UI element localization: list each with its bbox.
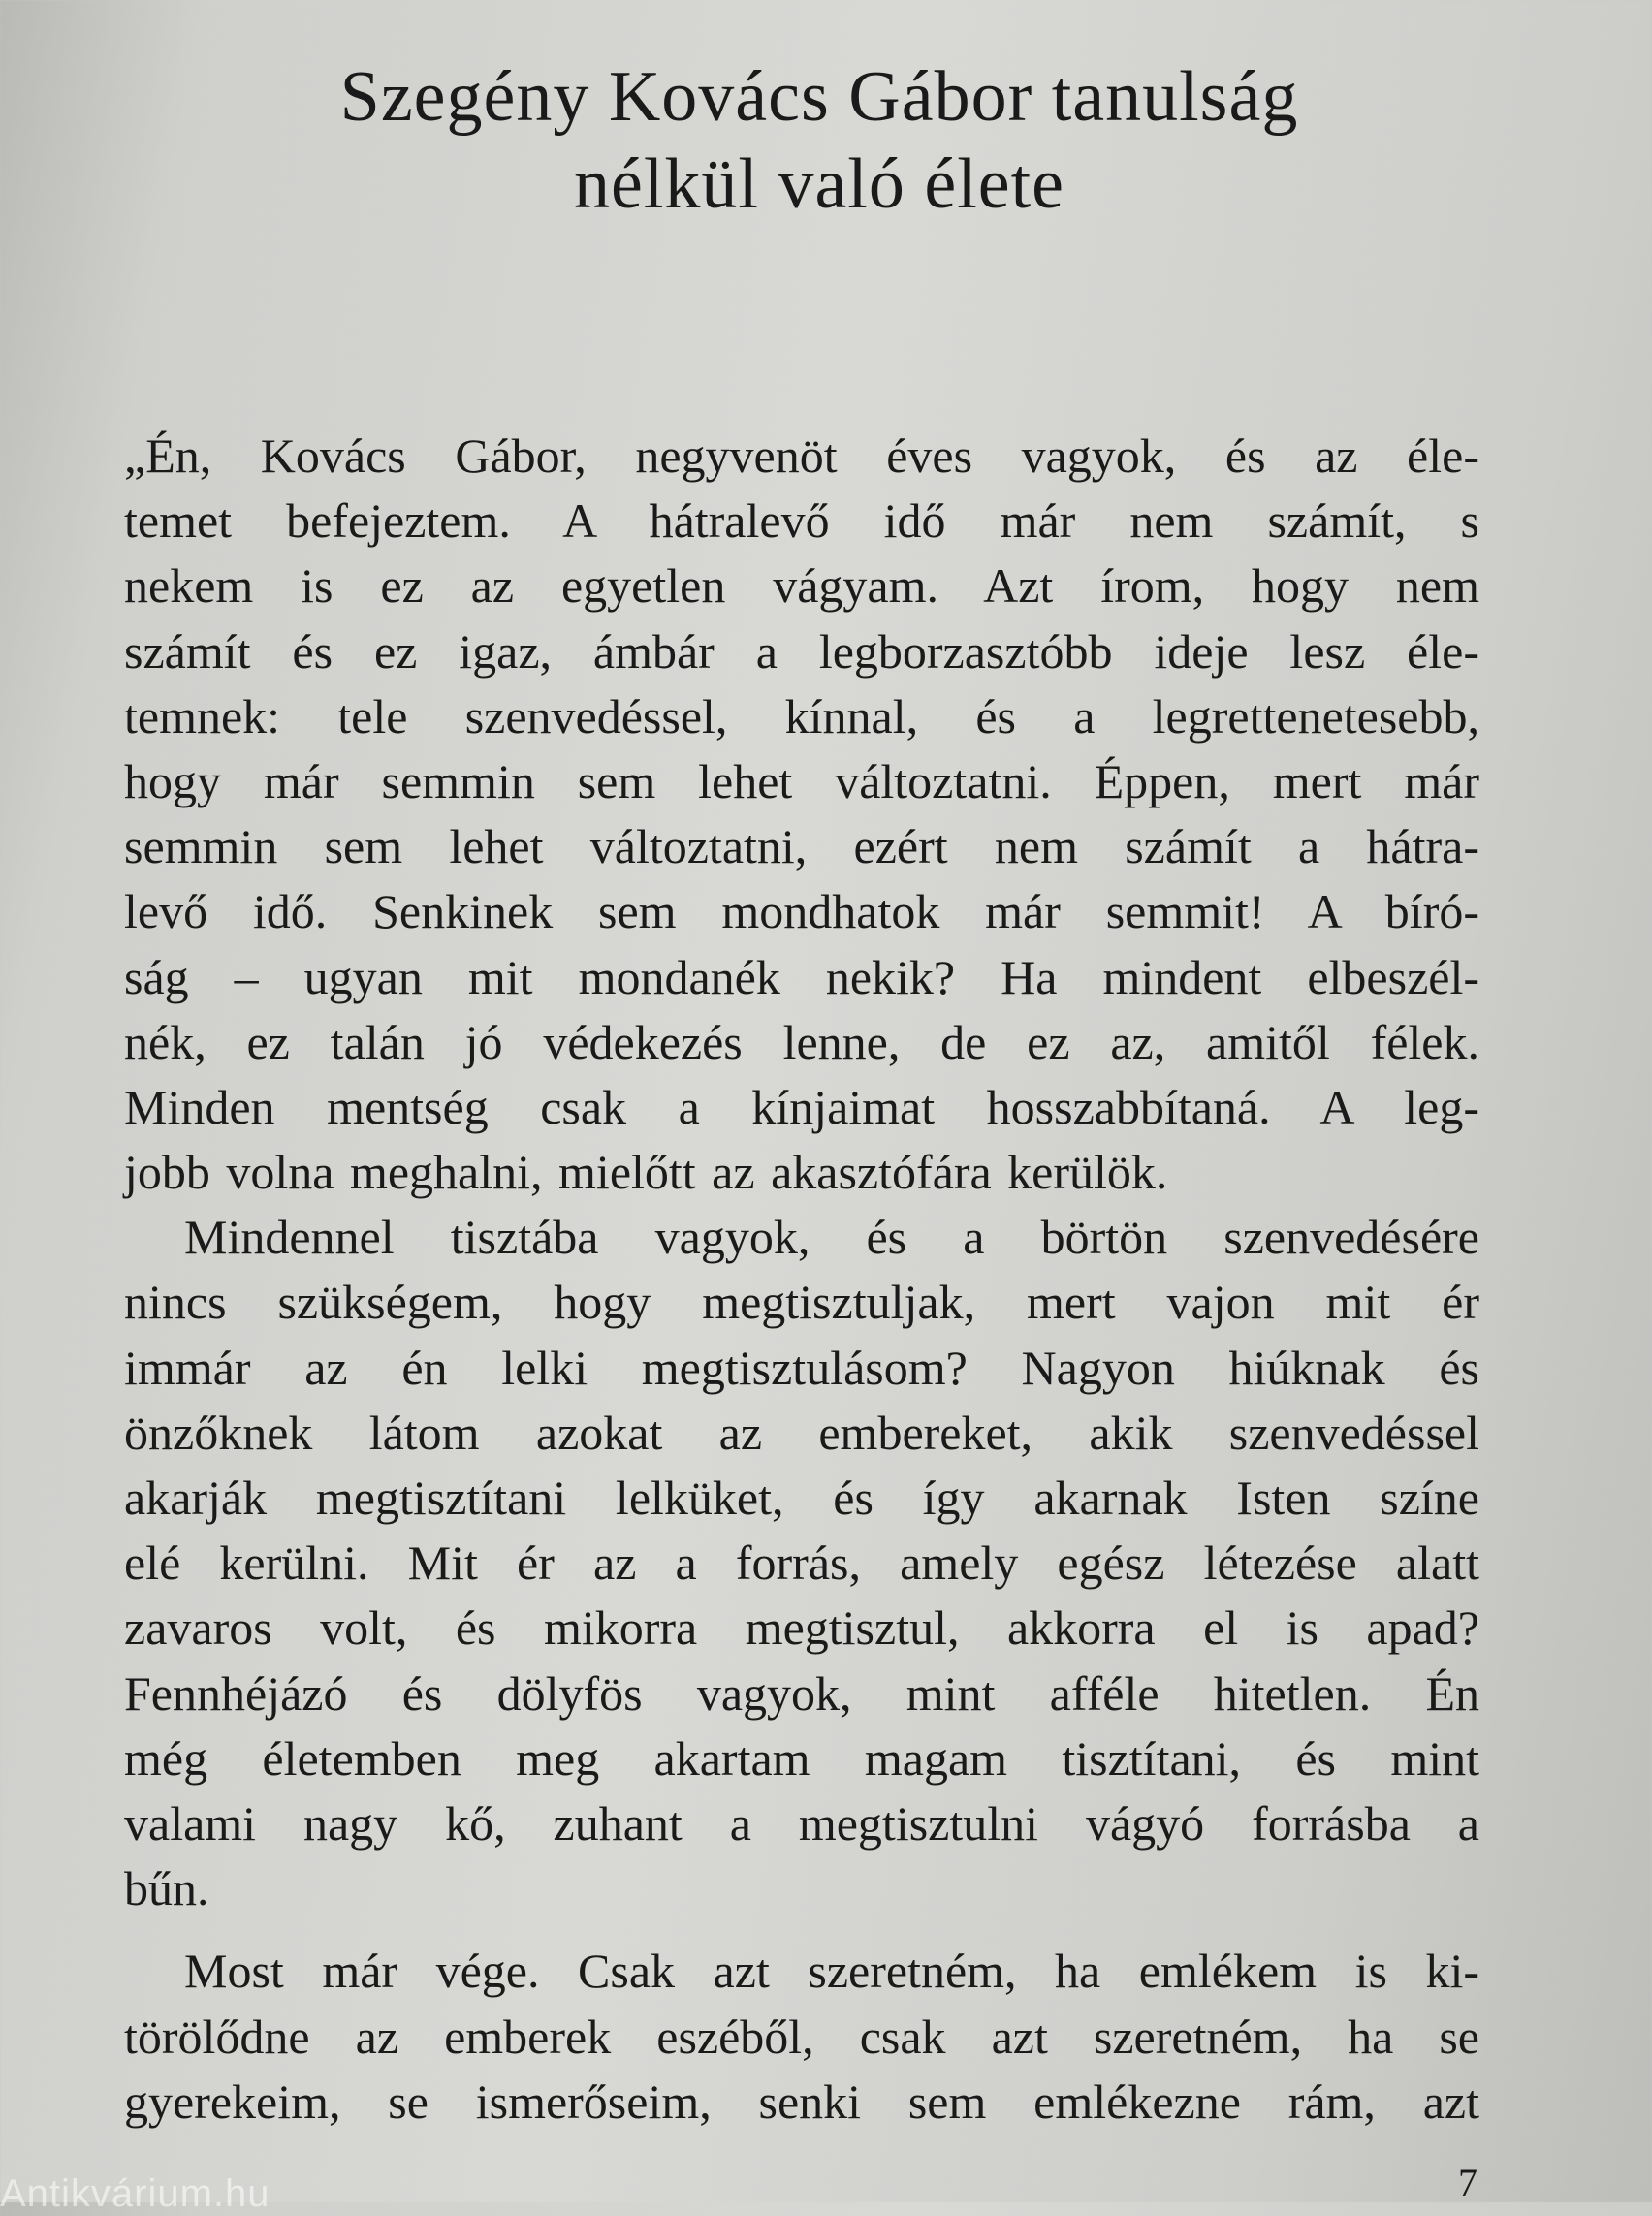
text-line: ság – ugyan mit mondanék nekik? Ha mindent elbeszél-	[124, 949, 1479, 1004]
text-line: Mindennel tisztába vagyok, és a börtön szenvedésére	[184, 1210, 1479, 1265]
text-line: Fennhéjázó és dölyfös vagyok, mint afféle hitetlen. Én	[124, 1665, 1479, 1721]
text-line: akarják megtisztítani lelküket, és így akarnak Isten színe	[124, 1471, 1479, 1525]
text-line: nekem is ez az egyetlen vágyam. Azt írom, hogy nem	[124, 558, 1479, 614]
page-number: 7	[1458, 2161, 1477, 2204]
body-text	[124, 424, 1479, 2135]
paragraph-2	[124, 1205, 1479, 1921]
text-line: Minden mentség csak a kínjaimat hosszabbítaná. A leg-	[124, 1079, 1479, 1134]
text-line: levő idő. Senkinek sem mondhatok már semmit! A bíró-	[124, 884, 1479, 939]
text-line: temnek: tele szenvedéssel, kínnal, és a legrettenetesebb,	[124, 688, 1479, 744]
text-line: immár az én lelki megtisztulásom? Nagyon hiúknak és	[124, 1340, 1479, 1395]
paragraph-gap	[124, 1921, 1479, 1939]
text-line: gyerekeim, se ismerőseim, senki sem emlékezne rám, azt	[124, 2074, 1479, 2129]
text-line: elé kerülni. Mit ér az a forrás, amely egész létezése alatt	[124, 1535, 1479, 1591]
text-line: hogy már semmin sem lehet változtatni. Éppen, mert már	[124, 753, 1479, 808]
text-line: törölődne az emberek eszéből, csak azt szeretném, ha se	[124, 2009, 1479, 2064]
text-line: Most már vége. Csak azt szeretném, ha emlékem is ki-	[184, 1944, 1479, 1999]
text-line: zavaros volt, és mikorra megtisztul, akkorra el is apad?	[124, 1600, 1479, 1656]
paragraph-3	[124, 1939, 1479, 2135]
text-line: semmin sem lehet változtatni, ezért nem számít a hátra-	[124, 819, 1479, 874]
text-line: nincs szükségem, hogy megtisztuljak, mert vajon mit ér	[124, 1275, 1479, 1330]
text-line: temet befejeztem. A hátralevő idő már nem számít, s	[124, 493, 1479, 549]
text-line: önzőknek látom azokat az embereket, akik szenvedéssel	[124, 1405, 1479, 1460]
chapter-title-line-2: nélkül való élete	[573, 144, 1065, 224]
text-line: számít és ez igaz, ámbár a legborzasztóbb ideje lesz éle-	[124, 623, 1479, 679]
paragraph-1	[124, 424, 1479, 1205]
watermark: Antikvárium.hu	[0, 2172, 270, 2215]
text-line: bűn.	[124, 1861, 209, 1916]
text-line: jobb volna meghalni, mielőtt az akasztófára kerülök.	[124, 1145, 1168, 1200]
text-line: valami nagy kő, zuhant a megtisztulni vágyó forrásba a	[124, 1795, 1479, 1851]
chapter-title-line-1: Szegény Kovács Gábor tanulság	[339, 57, 1299, 137]
chapter-title	[175, 53, 1464, 228]
text-line: nék, ez talán jó védekezés lenne, de ez az, amitől félek.	[124, 1014, 1479, 1069]
text-line: „Én, Kovács Gábor, negyvenöt éves vagyok, és az éle-	[124, 428, 1479, 483]
text-line: még életemben meg akartam magam tisztítani, és mint	[124, 1730, 1479, 1786]
